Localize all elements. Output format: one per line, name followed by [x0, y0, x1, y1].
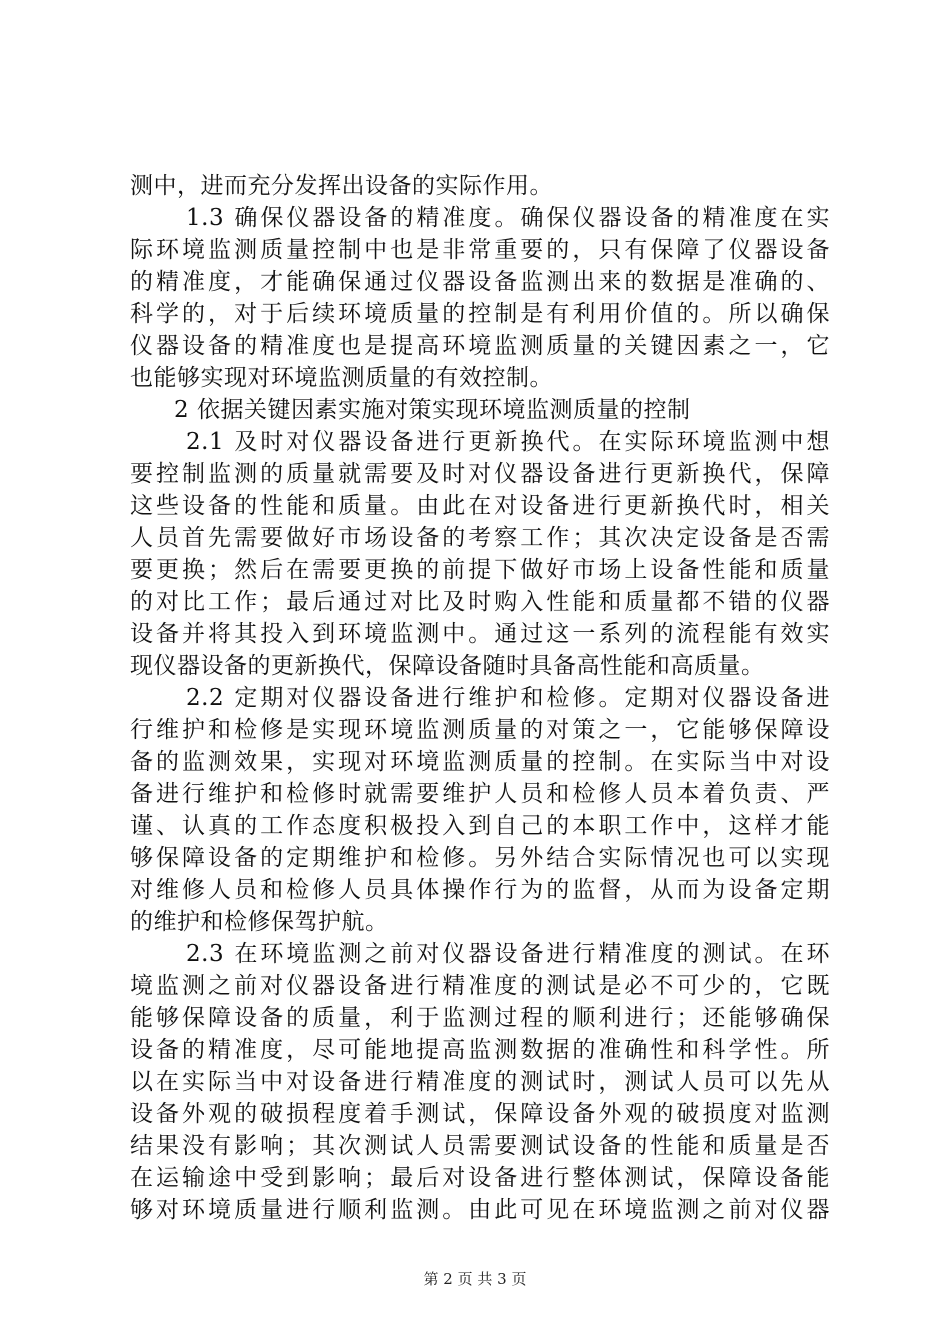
text-line: 设备的精准度，尽可能地提高监测数据的准确性和科学性。所 — [130, 1037, 830, 1063]
text-line: 能够保障设备的质量，利于监测过程的顺利进行；还能够确保 — [130, 1005, 830, 1031]
text-line: 这些设备的性能和质量。由此在对设备进行更新换代时，相关 — [130, 493, 830, 519]
text-line: 境监测之前对仪器设备进行精准度的测试是必不可少的，它既 — [130, 973, 830, 999]
text-line: 际环境监测质量控制中也是非常重要的，只有保障了仪器设备 — [130, 237, 830, 263]
text-line: 2.3 在环境监测之前对仪器设备进行精准度的测试。在环 — [186, 941, 830, 967]
text-line: 谨、认真的工作态度积极投入到自己的本职工作中，这样才能 — [130, 813, 830, 839]
section-heading-line: 2 依据关键因素实施对策实现环境监测质量的控制 — [174, 397, 691, 423]
text-line: 也能够实现对环境监测质量的有效控制。 — [130, 365, 553, 391]
text-line: 仪器设备的精准度也是提高环境监测质量的关键因素之一，它 — [130, 333, 830, 359]
page-footer: 第 2 页 共 3 页 — [423, 1270, 527, 1288]
text-line: 的对比工作；最后通过对比及时购入性能和质量都不错的仪器 — [130, 589, 830, 615]
text-line: 设备外观的破损程度着手测试，保障设备外观的破损度对监测 — [130, 1101, 830, 1127]
text-line: 行维护和检修是实现环境监测质量的对策之一，它能够保障设 — [130, 717, 830, 743]
text-line: 2.1 及时对仪器设备进行更新换代。在实际环境监测中想 — [186, 429, 830, 455]
text-line: 1.3 确保仪器设备的精准度。确保仪器设备的精准度在实 — [186, 205, 830, 231]
text-line: 现仪器设备的更新换代，保障设备随时具备高性能和高质量。 — [130, 653, 765, 679]
text-line: 备的监测效果，实现对环境监测质量的控制。在实际当中对设 — [130, 749, 830, 775]
text-line: 在运输途中受到影响；最后对设备进行整体测试，保障设备能 — [130, 1165, 830, 1191]
text-line: 要控制监测的质量就需要及时对仪器设备进行更新换代，保障 — [130, 461, 830, 487]
text-line: 2.2 定期对仪器设备进行维护和检修。定期对仪器设备进 — [186, 685, 830, 711]
text-line: 备进行维护和检修时就需要维护人员和检修人员本着负责、严 — [130, 781, 830, 807]
text-line: 够保障设备的定期维护和检修。另外结合实际情况也可以实现 — [130, 845, 830, 871]
text-line: 设备并将其投入到环境监测中。通过这一系列的流程能有效实 — [130, 621, 830, 647]
text-line: 人员首先需要做好市场设备的考察工作；其次决定设备是否需 — [130, 525, 830, 551]
document-body — [130, 170, 830, 1226]
text-line: 的精准度，才能确保通过仪器设备监测出来的数据是准确的、 — [130, 269, 830, 295]
text-line: 够对环境质量进行顺利监测。由此可见在环境监测之前对仪器 — [130, 1197, 830, 1223]
text-line: 以在实际当中对设备进行精准度的测试时，测试人员可以先从 — [130, 1069, 830, 1095]
text-line: 测中，进而充分发挥出设备的实际作用。 — [130, 173, 553, 199]
text-line: 要更换；然后在需要更换的前提下做好市场上设备性能和质量 — [130, 557, 830, 583]
text-line: 的维护和检修保驾护航。 — [130, 909, 389, 935]
text-line: 结果没有影响；其次测试人员需要测试设备的性能和质量是否 — [130, 1133, 830, 1159]
text-line: 科学的，对于后续环境质量的控制是有利用价值的。所以确保 — [130, 301, 830, 327]
text-line: 对维修人员和检修人员具体操作行为的监督，从而为设备定期 — [130, 877, 830, 903]
